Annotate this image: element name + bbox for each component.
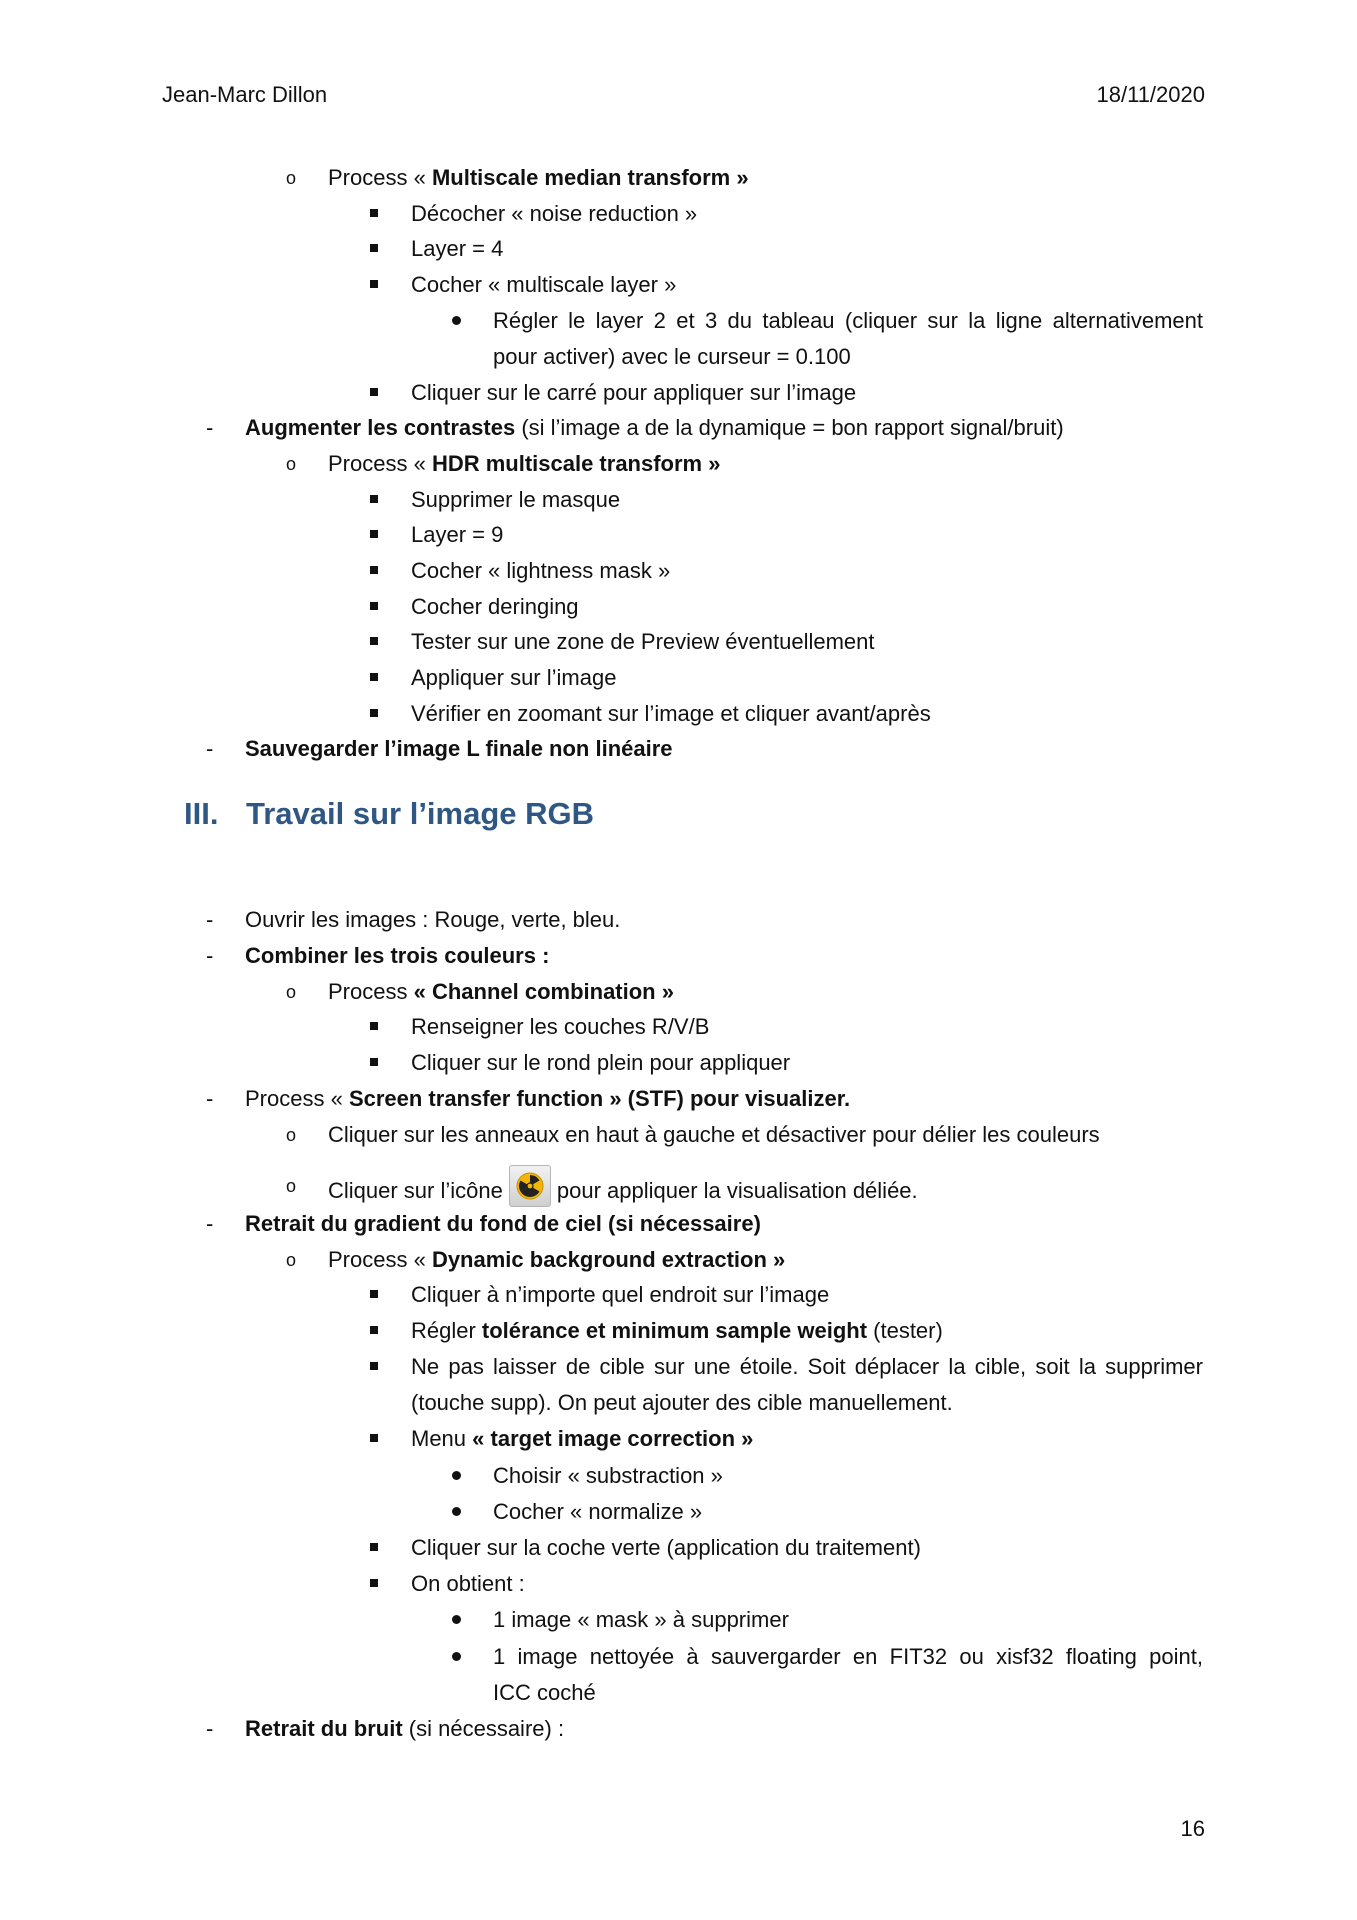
list-item: Combiner les trois couleurs : — [245, 943, 550, 968]
square-bullet — [370, 378, 378, 408]
list-item: Cliquer sur la coche verte (application du traitement) — [411, 1535, 921, 1560]
dash-marker: - — [206, 943, 214, 968]
list-item: Menu « target image correction » — [411, 1426, 754, 1451]
square-bullet — [370, 627, 378, 657]
list-item: Process « HDR multiscale transform » — [328, 451, 721, 476]
circle-marker: o — [286, 982, 297, 1002]
list-item: Sauvegarder l’image L finale non linéaire — [245, 736, 673, 761]
list-item: 1 image « mask » à supprimer — [493, 1607, 789, 1632]
square-bullet — [370, 1280, 378, 1310]
list-item: Régler le layer 2 et 3 du tableau (cliquer sur la ligne alternativement — [493, 308, 1203, 333]
list-item: Ne pas laisser de cible sur une étoile. Soit déplacer la cible, soit la supprimer — [411, 1354, 1203, 1379]
list-item: Cliquer sur l’icône pour appliquer la visualisation déliée. — [328, 1171, 918, 1201]
square-bullet — [370, 1533, 378, 1563]
dash-marker: - — [206, 736, 214, 761]
list-item: Supprimer le masque — [411, 487, 621, 512]
list-item: Décocher « noise reduction » — [411, 201, 698, 226]
list-item: Ouvrir les images : Rouge, verte, bleu. — [245, 907, 621, 932]
dash-marker: - — [206, 1716, 214, 1741]
list-item: Appliquer sur l’image — [411, 665, 617, 690]
round-bullet — [452, 1461, 461, 1491]
section-title: Travail sur l’image RGB — [246, 796, 595, 831]
circle-marker: o — [286, 454, 297, 474]
circle-marker: o — [286, 168, 297, 188]
list-item: Retrait du gradient du fond de ciel (si nécessaire) — [245, 1211, 761, 1236]
list-item: Process « Dynamic background extraction » — [328, 1247, 786, 1272]
list-item: Process « Multiscale median transform » — [328, 165, 749, 190]
list-item: Choisir « substraction » — [493, 1463, 723, 1488]
square-bullet — [370, 199, 378, 229]
section-number: III. — [184, 796, 219, 831]
square-bullet — [370, 520, 378, 550]
square-bullet — [370, 234, 378, 264]
square-bullet — [370, 1424, 378, 1454]
square-bullet — [370, 1012, 378, 1042]
list-item: Cocher deringing — [411, 594, 579, 619]
header-author: Jean-Marc Dillon — [162, 82, 328, 107]
list-item: Cliquer sur les anneaux en haut à gauche et désactiver pour délier les couleurs — [328, 1122, 1100, 1147]
circle-marker: o — [286, 1250, 297, 1270]
list-item: Cocher « lightness mask » — [411, 558, 671, 583]
section-heading — [184, 796, 594, 832]
square-bullet — [370, 699, 378, 729]
square-bullet — [370, 1316, 378, 1346]
list-item: On obtient : — [411, 1571, 525, 1596]
square-bullet — [370, 592, 378, 622]
dash-marker: - — [206, 1211, 214, 1236]
list-item: Layer = 9 — [411, 522, 504, 547]
square-bullet — [370, 663, 378, 693]
square-bullet — [370, 485, 378, 515]
list-item-continuation: (touche supp). On peut ajouter des cible manuellement. — [411, 1390, 953, 1415]
dash-marker: - — [206, 415, 214, 440]
list-item: Process « Screen transfer function » (STF) pour visualizer. — [245, 1086, 851, 1111]
list-item: 1 image nettoyée à sauvergarder en FIT32 ou xisf32 floating point, — [493, 1644, 1203, 1669]
square-bullet — [370, 1569, 378, 1599]
list-item: Cliquer à n’importe quel endroit sur l’image — [411, 1282, 830, 1307]
list-item: Process « Channel combination » — [328, 979, 674, 1004]
round-bullet — [452, 1642, 461, 1672]
square-bullet — [370, 1048, 378, 1078]
list-item: Retrait du bruit (si nécessaire) : — [245, 1716, 565, 1741]
list-item: Régler tolérance et minimum sample weight (tester) — [411, 1318, 943, 1343]
list-item: Cocher « normalize » — [493, 1499, 703, 1524]
header-date: 18/11/2020 — [1096, 82, 1205, 107]
list-item: Vérifier en zoomant sur l’image et cliquer avant/après — [411, 701, 931, 726]
square-bullet — [370, 556, 378, 586]
list-item: Cliquer sur le rond plein pour appliquer — [411, 1050, 791, 1075]
list-item-continuation: ICC coché — [493, 1680, 596, 1705]
list-item: Tester sur une zone de Preview éventuellement — [411, 629, 875, 654]
list-item: Cliquer sur le carré pour appliquer sur l’image — [411, 380, 857, 405]
square-bullet — [370, 1352, 378, 1382]
round-bullet — [452, 1497, 461, 1527]
square-bullet — [370, 270, 378, 300]
dash-marker: - — [206, 1086, 214, 1111]
list-item: Augmenter les contrastes (si l’image a de la dynamique = bon rapport signal/bruit) — [245, 415, 1064, 440]
circle-marker: o — [286, 1125, 297, 1145]
list-item: Layer = 4 — [411, 236, 504, 261]
list-item: Renseigner les couches R/V/B — [411, 1014, 710, 1039]
round-bullet — [452, 1605, 461, 1635]
list-item-continuation: pour activer) avec le curseur = 0.100 — [493, 344, 851, 369]
round-bullet — [452, 306, 461, 336]
circle-marker: o — [286, 1176, 297, 1196]
radiation-icon — [509, 1165, 551, 1207]
list-item: Cocher « multiscale layer » — [411, 272, 677, 297]
dash-marker: - — [206, 907, 214, 932]
page-number: 16 — [1180, 1816, 1205, 1841]
